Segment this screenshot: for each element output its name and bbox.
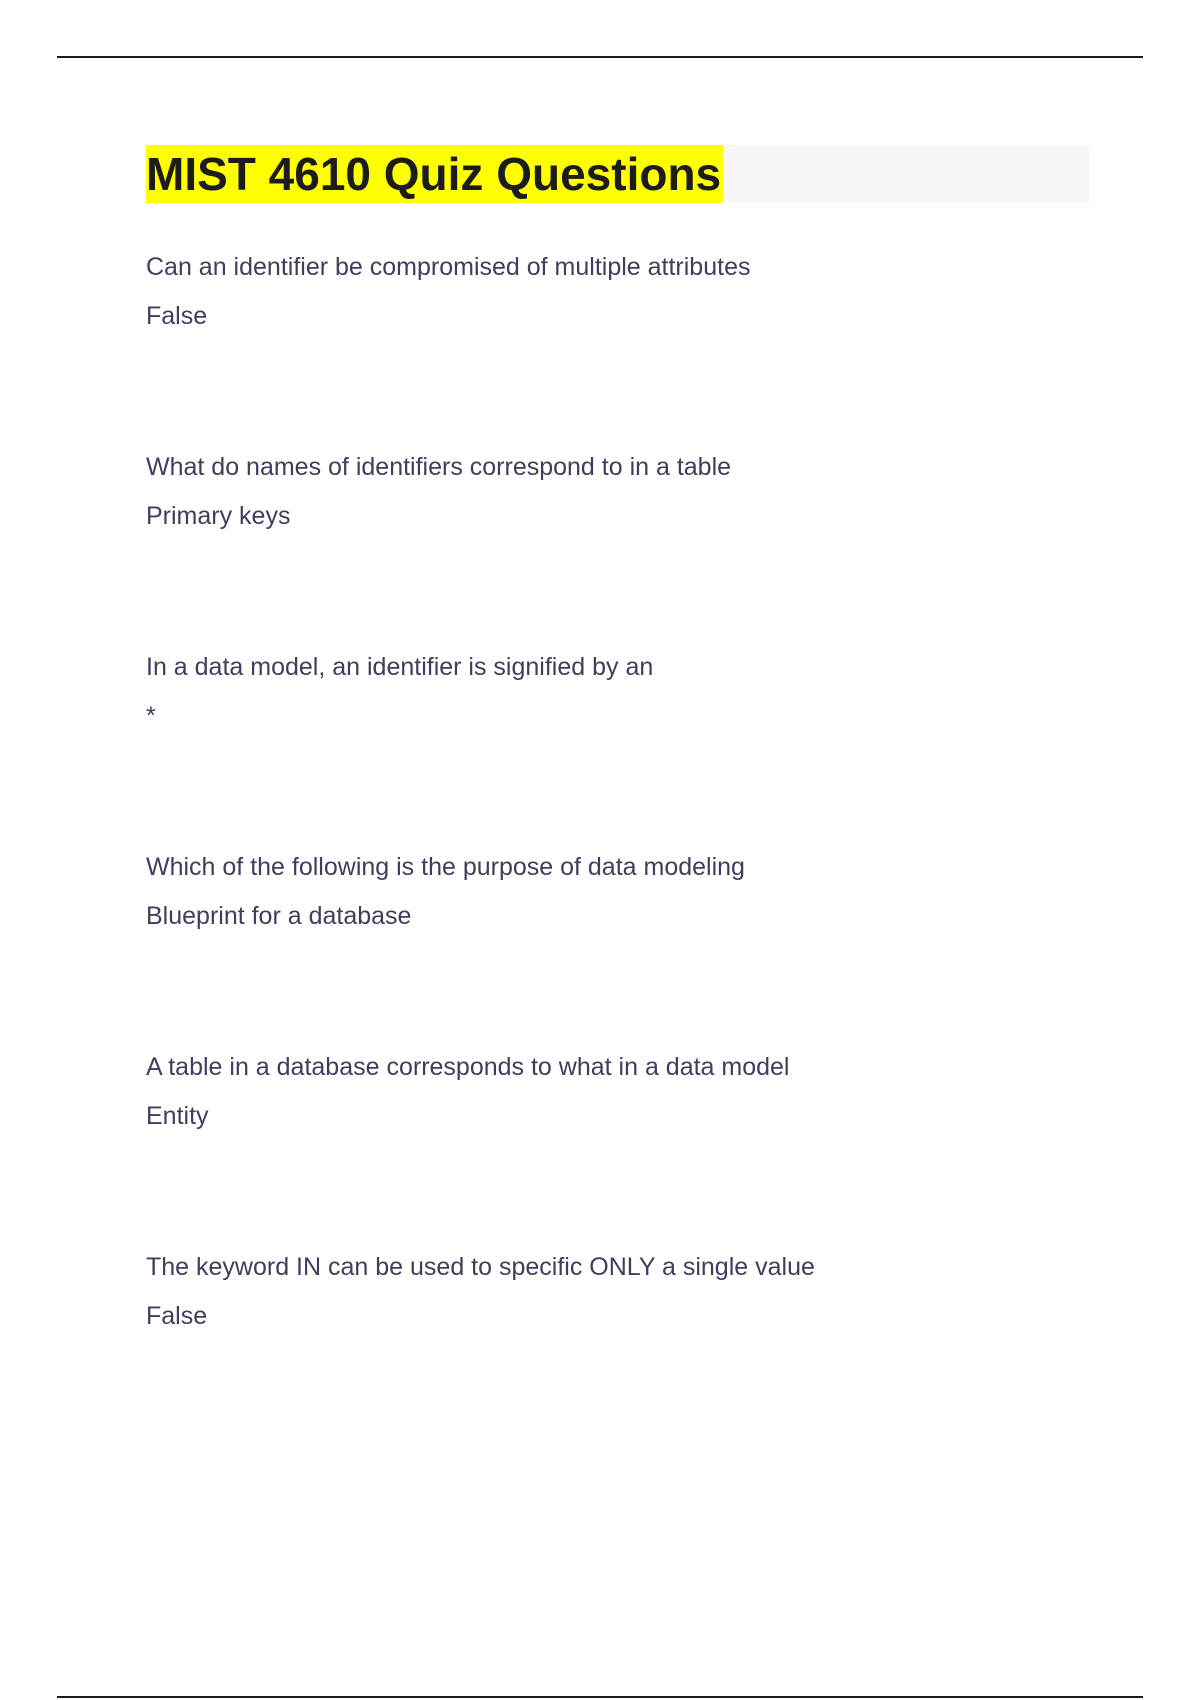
answer-text: Entity (146, 1102, 209, 1130)
answer-text: Primary keys (146, 502, 291, 530)
question-text: Which of the following is the purpose of data modeling (146, 853, 745, 881)
qa-item (146, 446, 1106, 646)
question-text: What do names of identifiers correspond to in a table (146, 453, 732, 481)
qa-item (146, 1046, 1106, 1246)
question-text: A table in a database corresponds to what in a data model (146, 1053, 790, 1081)
question-text: The keyword IN can be used to specific ONLY a single value (146, 1253, 815, 1281)
answer-text: Blueprint for a database (146, 902, 412, 930)
qa-item (146, 646, 1106, 846)
qa-list (146, 246, 1106, 1446)
qa-item (146, 846, 1106, 1046)
qa-item (146, 246, 1106, 446)
question-text: In a data model, an identifier is signified by an (146, 653, 654, 681)
bottom-rule (57, 1696, 1143, 1698)
answer-text: * (146, 702, 156, 730)
page-title: MIST 4610 Quiz Questions (146, 145, 723, 203)
top-rule (57, 56, 1143, 58)
qa-item (146, 1246, 1106, 1446)
answer-text: False (146, 1302, 208, 1330)
question-text: Can an identifier be compromised of multiple attributes (146, 253, 751, 281)
answer-text: False (146, 302, 208, 330)
